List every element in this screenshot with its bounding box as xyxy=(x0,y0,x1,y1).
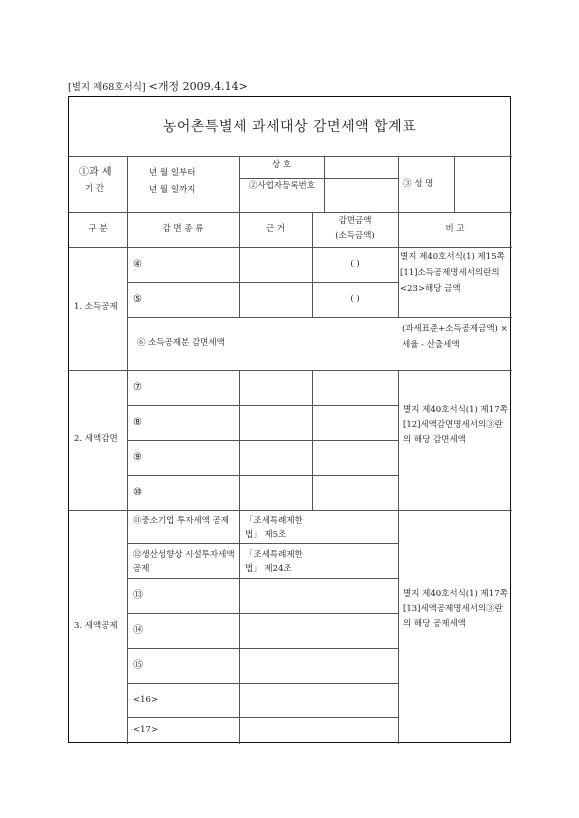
form-frame xyxy=(68,96,511,743)
period-label: ①과 세 xyxy=(79,167,112,178)
row-15-label: ⑮ xyxy=(133,660,143,671)
business-regno-field[interactable] xyxy=(325,179,397,211)
col-basis: 근 거 xyxy=(265,224,286,234)
col-amount: 감면금액 xyxy=(338,216,372,226)
income-remark: 별지 제40호서식(1) 제15쪽 [11]소득공제명세서의란의 <23>해당 금액 xyxy=(400,252,505,294)
income-formula-remark: (과세표준+소득공제금액) × 세율 - 산출세액 xyxy=(402,324,508,350)
col-category: 구 분 xyxy=(88,224,108,234)
row-6-label: ⑥ 소득공제분 감면세액 xyxy=(137,338,225,348)
row-17-label: <17> xyxy=(133,725,159,735)
row-14-label: ⑭ xyxy=(133,625,143,636)
row-10-label: ⑩ xyxy=(133,487,142,498)
representative-name-field[interactable] xyxy=(455,157,511,211)
period-from: 년 월 일부터 xyxy=(149,168,196,178)
section-reduction-label: 2. 세액감면 xyxy=(74,434,118,444)
col-type: 감 면 종 류 xyxy=(162,224,204,234)
section-income-label: 1. 소득공제 xyxy=(74,302,118,312)
row-5-amount: ( ) xyxy=(350,294,360,304)
business-regno-label: ②사업자등록번호 xyxy=(249,181,315,191)
section-deduction-label: 3. 세액공제 xyxy=(74,621,118,631)
deduction-remark: 별지 제40호서식(1) 제17쪽 [13]세액공제명세서의③란의 해당 공제세액 xyxy=(403,589,508,629)
row-9-label: ⑨ xyxy=(133,452,142,463)
row-5-label: ⑤ xyxy=(133,294,142,305)
company-name-label: 상 호 xyxy=(271,160,292,170)
company-name-field[interactable] xyxy=(325,157,397,177)
row-16-label: <16> xyxy=(133,695,159,705)
representative-name-label: ③ 성 명 xyxy=(403,179,434,189)
row-8-label: ⑧ xyxy=(133,417,142,428)
period-label-2: 기 간 xyxy=(85,184,105,194)
form-number: [별지 제68호서식] xyxy=(68,82,146,93)
form-title: 농어촌특별세 과세대상 감면세액 합계표 xyxy=(162,119,417,135)
reduction-remark: 별지 제40호서식(1) 제17쪽 [12]세액감면명세서의③란의 해당 감면세액 xyxy=(403,405,508,445)
row-4-amount: ( ) xyxy=(350,259,360,269)
row-12-label: ⑫생산성향상 시설투자세액공제 xyxy=(133,550,235,574)
form-header xyxy=(68,78,248,94)
row-11-label: ⑪중소기업 투자세액 공제 xyxy=(133,516,230,526)
row-12-basis: 「조세특례제한법」 제24조 xyxy=(245,550,303,574)
col-remark: 비 고 xyxy=(445,224,465,234)
row-7-label: ⑦ xyxy=(133,382,142,393)
revision-date: <개정 2009.4.14> xyxy=(148,80,248,93)
row-11-basis: 「조세특례제한법」 제5조 xyxy=(245,516,303,540)
period-to: 년 월 일까지 xyxy=(149,185,196,195)
row-4-label: ④ xyxy=(133,259,142,270)
row-13-label: ⑬ xyxy=(133,590,143,601)
col-amount-sub: (소득금액) xyxy=(335,231,375,241)
